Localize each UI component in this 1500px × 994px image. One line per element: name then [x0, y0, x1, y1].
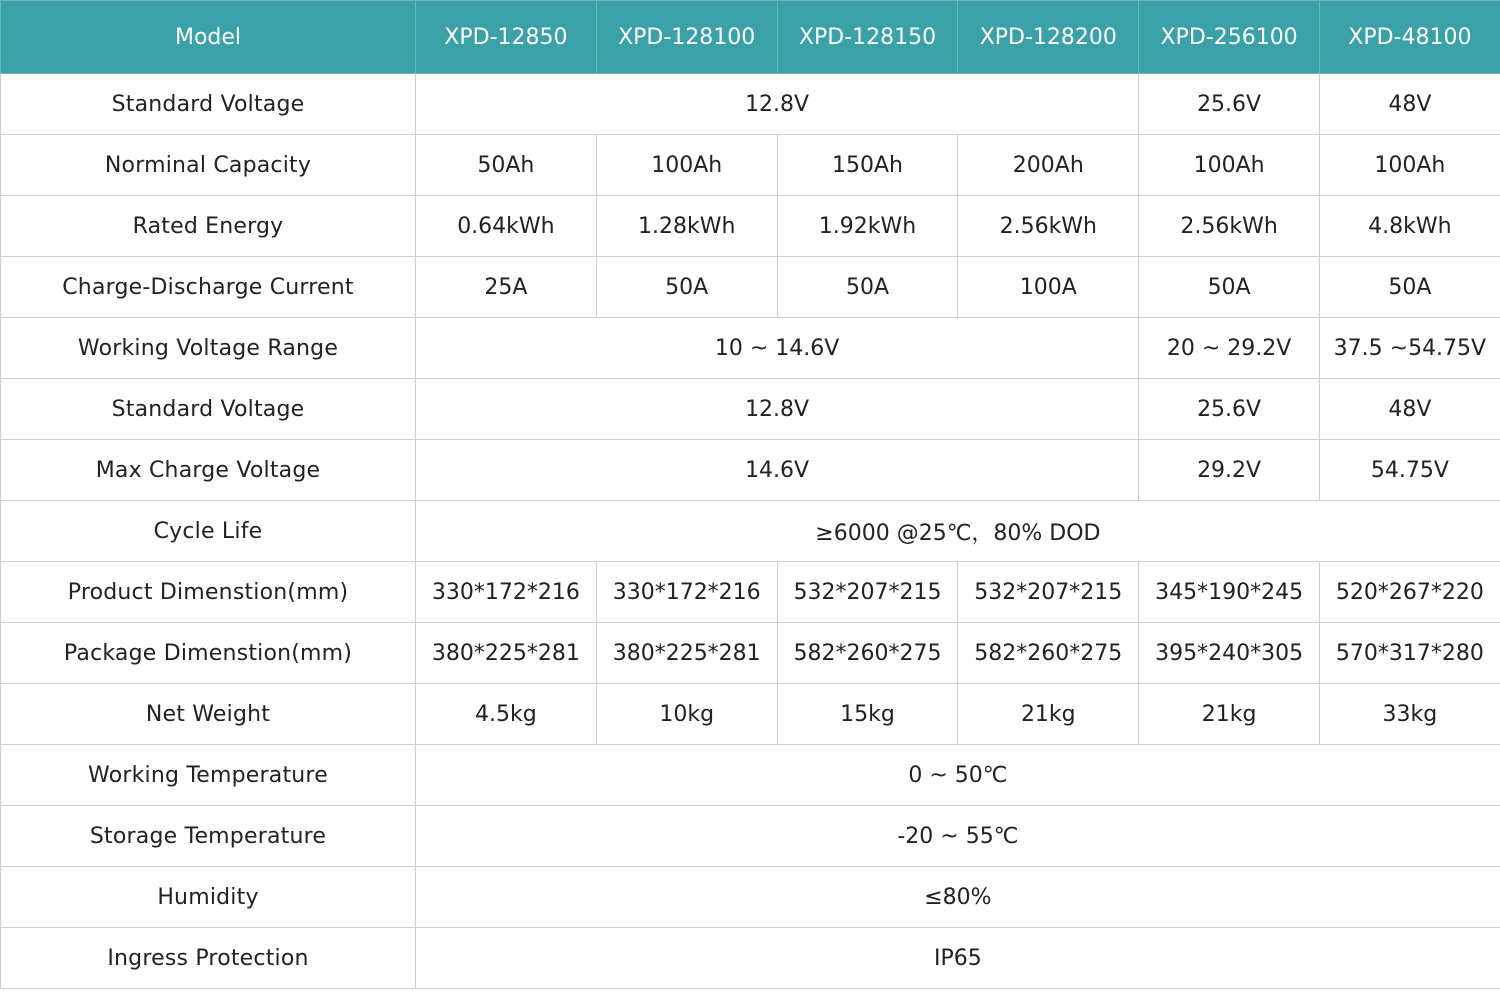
row-label: Cycle Life — [1, 501, 416, 562]
model-header-cell: XPD-12850 — [416, 1, 597, 74]
value-cell: 330*172*216 — [416, 562, 597, 623]
value-cell: -20 ~ 55℃ — [416, 806, 1500, 867]
value-cell: IP65 — [416, 928, 1500, 989]
value-cell: 48V — [1319, 379, 1500, 440]
value-cell: 1.28kWh — [596, 196, 777, 257]
value-cell: 395*240*305 — [1139, 623, 1320, 684]
table-row — [1, 684, 1500, 745]
value-cell: 10 ~ 14.6V — [416, 318, 1139, 379]
value-cell: 21kg — [1139, 684, 1320, 745]
table-row — [1, 928, 1500, 989]
table-row — [1, 806, 1500, 867]
table-row — [1, 745, 1500, 806]
value-cell: 12.8V — [416, 74, 1139, 135]
row-label: Humidity — [1, 867, 416, 928]
value-cell: ≥6000 @25℃，80% DOD — [416, 501, 1500, 562]
table-row — [1, 379, 1500, 440]
row-label: Ingress Protection — [1, 928, 416, 989]
value-cell: 21kg — [958, 684, 1139, 745]
row-label: Max Charge Voltage — [1, 440, 416, 501]
model-header-cell: XPD-48100 — [1319, 1, 1500, 74]
value-cell: 4.8kWh — [1319, 196, 1500, 257]
table-row — [1, 440, 1500, 501]
value-cell: 520*267*220 — [1319, 562, 1500, 623]
value-cell: 25.6V — [1139, 74, 1320, 135]
model-header-cell: XPD-128150 — [777, 1, 958, 74]
value-cell: 33kg — [1319, 684, 1500, 745]
row-label: Standard Voltage — [1, 379, 416, 440]
value-cell: 100Ah — [1319, 135, 1500, 196]
header-row — [1, 1, 1500, 74]
value-cell: 4.5kg — [416, 684, 597, 745]
value-cell: 10kg — [596, 684, 777, 745]
value-cell: 2.56kWh — [1139, 196, 1320, 257]
value-cell: 200Ah — [958, 135, 1139, 196]
value-cell: 100A — [958, 257, 1139, 318]
value-cell: ≤80% — [416, 867, 1500, 928]
value-cell: 0.64kWh — [416, 196, 597, 257]
model-header-cell: XPD-128100 — [596, 1, 777, 74]
row-label: Product Dimenstion(mm) — [1, 562, 416, 623]
value-cell: 532*207*215 — [958, 562, 1139, 623]
row-label: Standard Voltage — [1, 74, 416, 135]
value-cell: 582*260*275 — [777, 623, 958, 684]
row-label: Rated Energy — [1, 196, 416, 257]
table-row — [1, 257, 1500, 318]
value-cell: 20 ~ 29.2V — [1139, 318, 1320, 379]
row-label: Net Weight — [1, 684, 416, 745]
table-row — [1, 867, 1500, 928]
value-cell: 12.8V — [416, 379, 1139, 440]
value-cell: 25A — [416, 257, 597, 318]
value-cell: 330*172*216 — [596, 562, 777, 623]
value-cell: 150Ah — [777, 135, 958, 196]
model-header: Model — [1, 1, 416, 74]
table-row — [1, 501, 1500, 562]
value-cell: 0 ~ 50℃ — [416, 745, 1500, 806]
row-label: Working Temperature — [1, 745, 416, 806]
value-cell: 50Ah — [416, 135, 597, 196]
value-cell: 14.6V — [416, 440, 1139, 501]
table-row — [1, 562, 1500, 623]
value-cell: 29.2V — [1139, 440, 1320, 501]
value-cell: 15kg — [777, 684, 958, 745]
value-cell: 50A — [1139, 257, 1320, 318]
value-cell: 48V — [1319, 74, 1500, 135]
row-label: Norminal Capacity — [1, 135, 416, 196]
spec-body — [1, 74, 1500, 989]
model-header-cell: XPD-256100 — [1139, 1, 1320, 74]
table-row — [1, 74, 1500, 135]
value-cell: 37.5 ~54.75V — [1319, 318, 1500, 379]
value-cell: 2.56kWh — [958, 196, 1139, 257]
value-cell: 1.92kWh — [777, 196, 958, 257]
value-cell: 100Ah — [1139, 135, 1320, 196]
value-cell: 100Ah — [596, 135, 777, 196]
value-cell: 50A — [596, 257, 777, 318]
value-cell: 380*225*281 — [416, 623, 597, 684]
value-cell: 582*260*275 — [958, 623, 1139, 684]
row-label: Working Voltage Range — [1, 318, 416, 379]
table-row — [1, 196, 1500, 257]
value-cell: 570*317*280 — [1319, 623, 1500, 684]
model-header-cell: XPD-128200 — [958, 1, 1139, 74]
value-cell: 345*190*245 — [1139, 562, 1320, 623]
value-cell: 50A — [1319, 257, 1500, 318]
table-row — [1, 623, 1500, 684]
value-cell: 25.6V — [1139, 379, 1320, 440]
table-row — [1, 318, 1500, 379]
row-label: Storage Temperature — [1, 806, 416, 867]
value-cell: 380*225*281 — [596, 623, 777, 684]
row-label: Charge-Discharge Current — [1, 257, 416, 318]
table-row — [1, 135, 1500, 196]
value-cell: 54.75V — [1319, 440, 1500, 501]
row-label: Package Dimenstion(mm) — [1, 623, 416, 684]
value-cell: 50A — [777, 257, 958, 318]
value-cell: 532*207*215 — [777, 562, 958, 623]
